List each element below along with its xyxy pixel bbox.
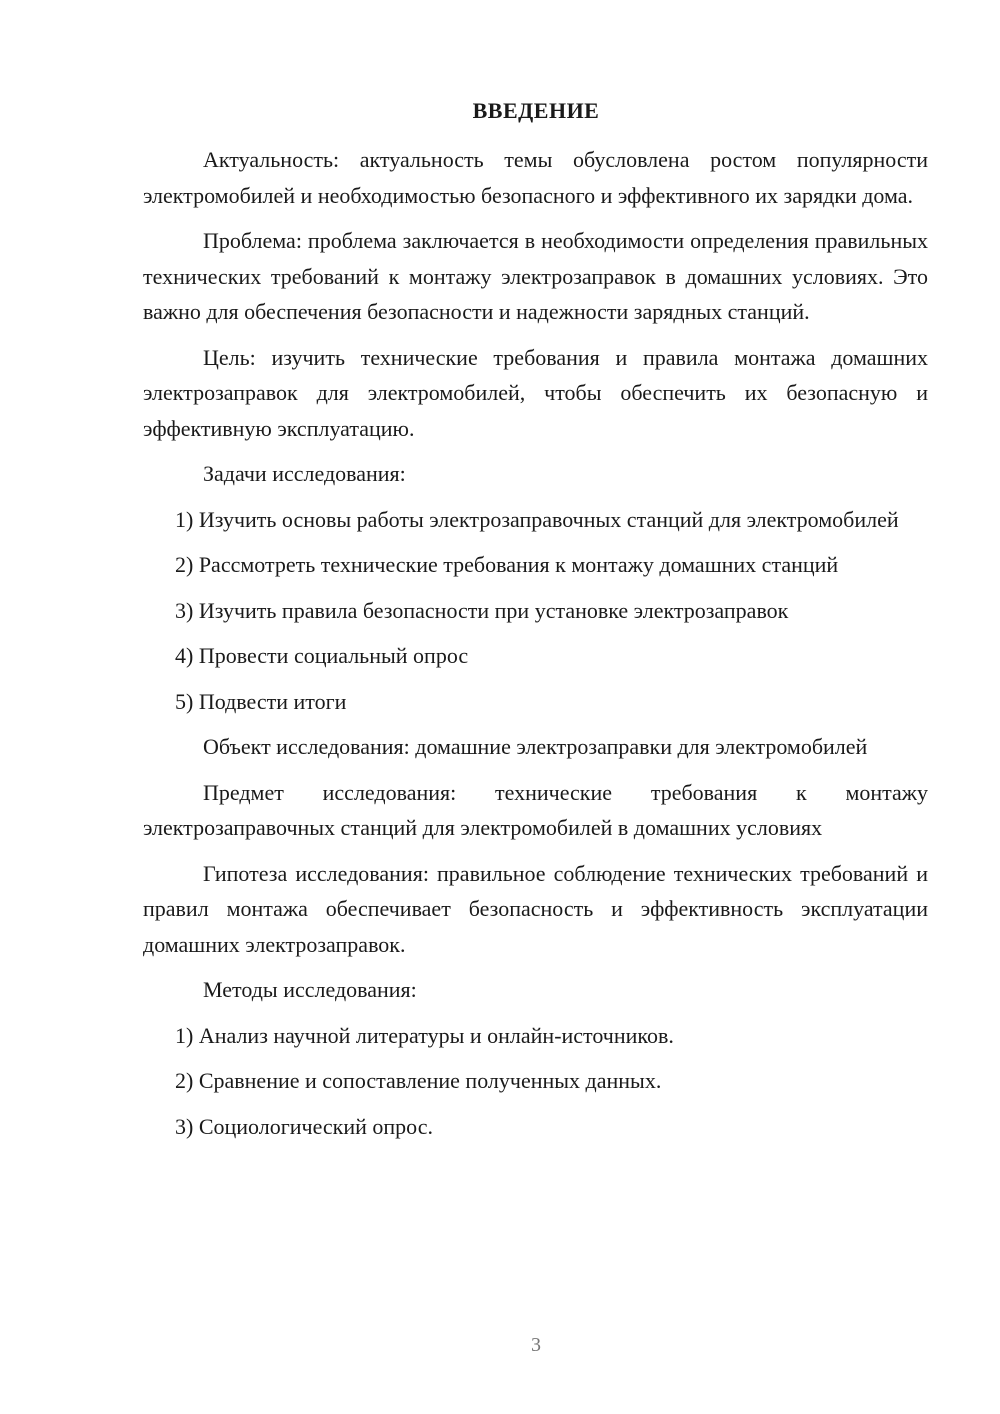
method-item-1: 1) Анализ научной литературы и онлайн-источников. — [175, 1022, 674, 1048]
hypothesis-paragraph: Гипотеза исследования: правильное соблюдение технических требований и правил монтажа обеспечивает безопасность и эффективность эксплуатации домашних электрозаправок. — [143, 860, 928, 957]
method-item-3: 3) Социологический опрос. — [175, 1113, 433, 1139]
page-number: 3 — [531, 1334, 541, 1356]
document-body — [143, 142, 928, 1154]
task-item-5: 5) Подвести итоги — [175, 688, 347, 714]
problem-paragraph: Проблема: проблема заключается в необходимости определения правильных технических требований к монтажу электрозаправок в домашних условиях. Это важно для обеспечения безопасности и надежности зарядных станций. — [143, 228, 928, 324]
page-title: ВВЕДЕНИЕ — [472, 98, 600, 123]
relevance-paragraph: Актуальность: актуальность темы обусловлена ростом популярности электромобилей и необходимостью безопасного и эффективного их зарядки дома. — [143, 147, 928, 208]
subject-paragraph: Предмет исследования: технические требования к монтажу электрозаправочных станций для электромобилей в домашних условиях — [143, 779, 928, 840]
object-paragraph: Объект исследования: домашние электрозаправки для электромобилей — [203, 734, 868, 759]
task-item-1: 1) Изучить основы работы электрозаправочных станций для электромобилей — [175, 506, 899, 532]
task-item-4: 4) Провести социальный опрос — [175, 643, 469, 668]
methods-heading: Методы исследования: — [203, 977, 417, 1002]
task-item-2: 2) Рассмотреть технические требования к монтажу домашних станций — [175, 552, 839, 577]
task-item-3: 3) Изучить правила безопасности при установке электрозаправок — [175, 597, 789, 623]
goal-paragraph: Цель: изучить технические требования и правила монтажа домашних электрозаправок для электромобилей, чтобы обеспечить их безопасную и эффективную эксплуатацию. — [143, 344, 928, 441]
method-item-2: 2) Сравнение и сопоставление полученных данных. — [175, 1068, 662, 1093]
tasks-heading: Задачи исследования: — [203, 461, 406, 486]
